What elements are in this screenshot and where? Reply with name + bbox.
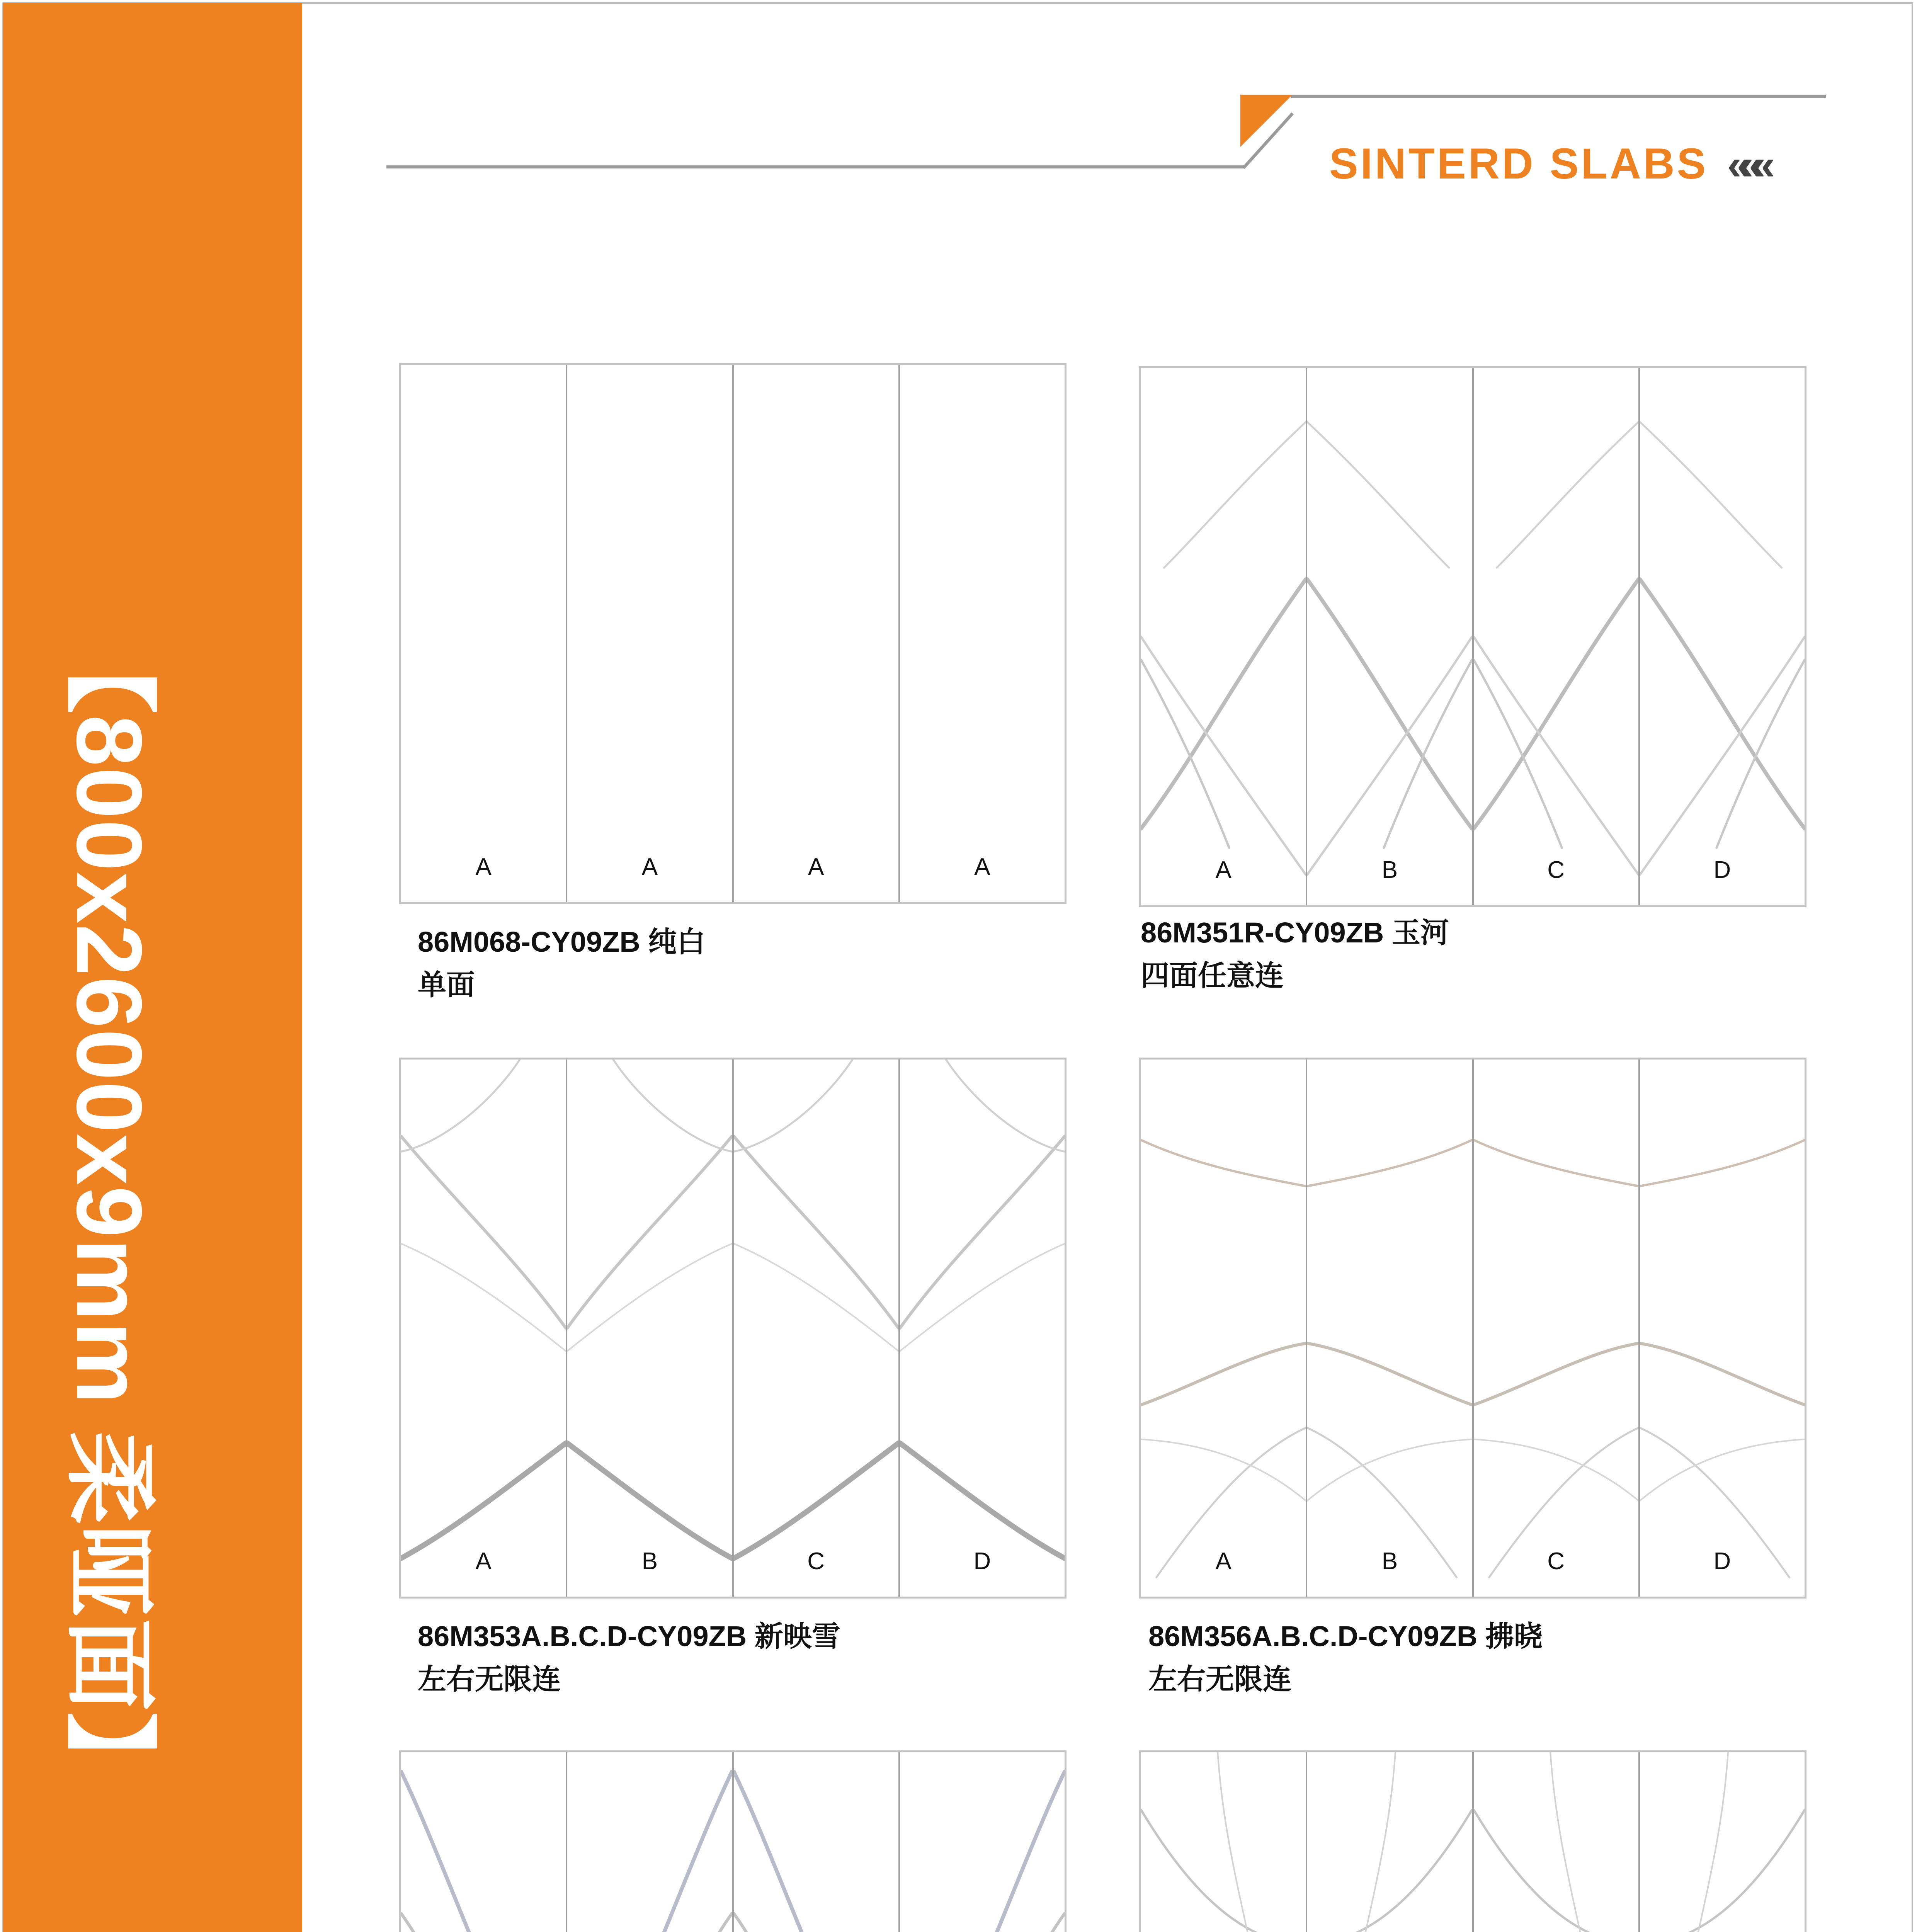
slab-label: A <box>641 854 658 880</box>
slab-panel <box>1640 368 1805 905</box>
marble-vein <box>567 1772 732 1932</box>
product-caption <box>1141 911 1449 997</box>
slab-veining <box>900 1060 1065 1597</box>
slab-label: C <box>1547 857 1565 883</box>
slab-veining <box>1474 1060 1638 1597</box>
slab-label: A <box>1215 857 1232 883</box>
slab-panel <box>1474 368 1640 905</box>
product-code: 86M356A.B.C.D-CY09ZB 拂晓 <box>1148 1620 1543 1652</box>
slab-veining <box>1640 1752 1805 1932</box>
header-line-right <box>1291 95 1826 98</box>
slab-panel-row <box>1139 1750 1806 1932</box>
slab-label: C <box>1547 1548 1565 1575</box>
marble-vein <box>401 1443 566 1558</box>
slab-veining <box>1141 1752 1306 1932</box>
slab-veining <box>1141 1060 1306 1597</box>
marble-vein <box>1307 422 1449 568</box>
slab-panel <box>567 1752 733 1932</box>
marble-vein <box>1307 1344 1472 1405</box>
marble-vein <box>401 1136 566 1328</box>
product-note: 四面任意连 <box>1141 959 1284 992</box>
slab-panel <box>1307 1752 1473 1932</box>
product-caption <box>418 1615 840 1701</box>
slab-veining <box>401 1060 566 1597</box>
slab-panel <box>900 1752 1065 1932</box>
product-caption <box>418 920 705 1006</box>
marble-vein <box>567 1136 732 1328</box>
marble-vein <box>1640 1810 1805 1932</box>
header-line-left <box>386 165 1244 168</box>
product-note: 左右无限连 <box>418 1663 561 1695</box>
marble-vein <box>1497 422 1638 568</box>
slab-panel <box>734 1060 900 1597</box>
slab-panel <box>567 365 733 902</box>
marble-vein <box>1141 637 1306 875</box>
slab-veining <box>401 1752 566 1932</box>
marble-vein <box>900 1136 1065 1328</box>
slab-panel <box>1474 1752 1640 1932</box>
product-note: 左右无限连 <box>1148 1663 1291 1695</box>
slab-panel-row <box>399 1058 1067 1599</box>
marble-vein <box>1640 1344 1805 1405</box>
marble-vein <box>900 1443 1065 1558</box>
slab-veining <box>567 365 732 902</box>
marble-vein <box>567 1443 732 1558</box>
marble-vein <box>613 1060 732 1151</box>
marble-vein <box>900 1772 1065 1932</box>
marble-vein <box>1384 660 1472 848</box>
slab-label: D <box>1713 1548 1731 1575</box>
marble-vein <box>1474 1140 1638 1186</box>
marble-vein <box>401 1060 520 1151</box>
marble-vein <box>734 1060 852 1151</box>
slab-veining <box>734 365 898 902</box>
marble-vein <box>1640 422 1782 568</box>
product-code: 86M351R-CY09ZB 玉河 <box>1141 917 1449 949</box>
marble-vein <box>1474 1344 1638 1405</box>
slab-label: A <box>808 854 824 880</box>
marble-vein <box>1141 660 1229 848</box>
slab-label: D <box>1713 857 1731 883</box>
slab-veining <box>1640 368 1805 905</box>
marble-vein <box>1307 1810 1472 1932</box>
slab-panel <box>1474 1060 1640 1597</box>
slab-label: B <box>1381 1548 1398 1575</box>
product-note: 单面 <box>418 969 475 1001</box>
marble-vein <box>1474 1810 1638 1932</box>
marble-vein <box>1640 637 1805 875</box>
slab-veining <box>567 1752 732 1932</box>
marble-vein <box>734 1772 898 1932</box>
marble-vein <box>1164 422 1306 568</box>
marble-vein <box>1640 1140 1805 1186</box>
marble-vein <box>401 1772 566 1932</box>
marble-vein <box>1218 1752 1306 1932</box>
header-accent-triangle <box>1240 95 1293 147</box>
marble-vein <box>734 1136 898 1328</box>
marble-vein <box>1307 637 1472 875</box>
slab-panel-row <box>399 1750 1067 1932</box>
slab-label: A <box>974 854 990 880</box>
slab-label: A <box>475 854 492 880</box>
slab-label: A <box>475 1548 492 1575</box>
slab-panel <box>1141 1752 1307 1932</box>
slab-veining <box>567 1060 732 1597</box>
product-code: 86M353A.B.C.D-CY09ZB 新映雪 <box>418 1620 840 1652</box>
slab-panel <box>1141 1060 1307 1597</box>
marble-vein <box>1141 1810 1306 1932</box>
brand-title: SINTERD SLABS <box>1329 139 1708 188</box>
slab-panel-row <box>1139 1058 1806 1599</box>
sidebar <box>3 3 302 1932</box>
slab-panel-row <box>1139 366 1806 907</box>
marble-vein <box>1141 1344 1306 1405</box>
slab-panel <box>734 1752 900 1932</box>
marble-vein <box>1307 1752 1395 1932</box>
product-caption <box>1148 1615 1543 1701</box>
sidebar-title-text: 【800x2600x9mm 柔哑面】 <box>58 621 161 1806</box>
slab-label: A <box>1215 1548 1232 1575</box>
slab-panel <box>401 1752 567 1932</box>
slab-label: D <box>973 1548 991 1575</box>
slab-label: B <box>641 1548 658 1575</box>
marble-vein <box>1474 660 1562 848</box>
slab-veining <box>1474 1752 1638 1932</box>
product-code: 86M068-CY09ZB 纯白 <box>418 926 706 958</box>
chevrons-icon: ««« <box>1727 141 1764 189</box>
slab-panel <box>1307 368 1473 905</box>
slab-panel <box>567 1060 733 1597</box>
marble-vein <box>1716 660 1805 848</box>
slab-veining <box>734 1060 898 1597</box>
slab-panel <box>401 365 567 902</box>
slab-veining <box>401 365 566 902</box>
slab-panel-row <box>399 363 1067 904</box>
marble-vein <box>946 1060 1065 1151</box>
slab-panel <box>1640 1752 1805 1932</box>
slab-veining <box>1307 1752 1472 1932</box>
marble-vein <box>734 1443 898 1558</box>
slab-panel <box>734 365 900 902</box>
slab-label: C <box>807 1548 825 1575</box>
marble-vein <box>1307 1140 1472 1186</box>
slab-veining <box>900 365 1065 902</box>
marble-vein <box>1550 1752 1638 1932</box>
slab-panel <box>900 365 1065 902</box>
slab-panel <box>401 1060 567 1597</box>
slab-panel <box>1141 368 1307 905</box>
slab-veining <box>1640 1060 1805 1597</box>
slab-panel <box>1307 1060 1473 1597</box>
marble-vein <box>1141 1140 1306 1186</box>
slab-panel <box>900 1060 1065 1597</box>
slab-veining <box>1307 368 1472 905</box>
slab-veining <box>1141 368 1306 905</box>
slab-veining <box>1474 368 1638 905</box>
slab-veining <box>734 1752 898 1932</box>
slab-label: B <box>1381 857 1398 883</box>
slab-veining <box>900 1752 1065 1932</box>
marble-vein <box>1640 1752 1728 1932</box>
marble-vein <box>1474 637 1638 875</box>
slab-panel <box>1640 1060 1805 1597</box>
slab-veining <box>1307 1060 1472 1597</box>
